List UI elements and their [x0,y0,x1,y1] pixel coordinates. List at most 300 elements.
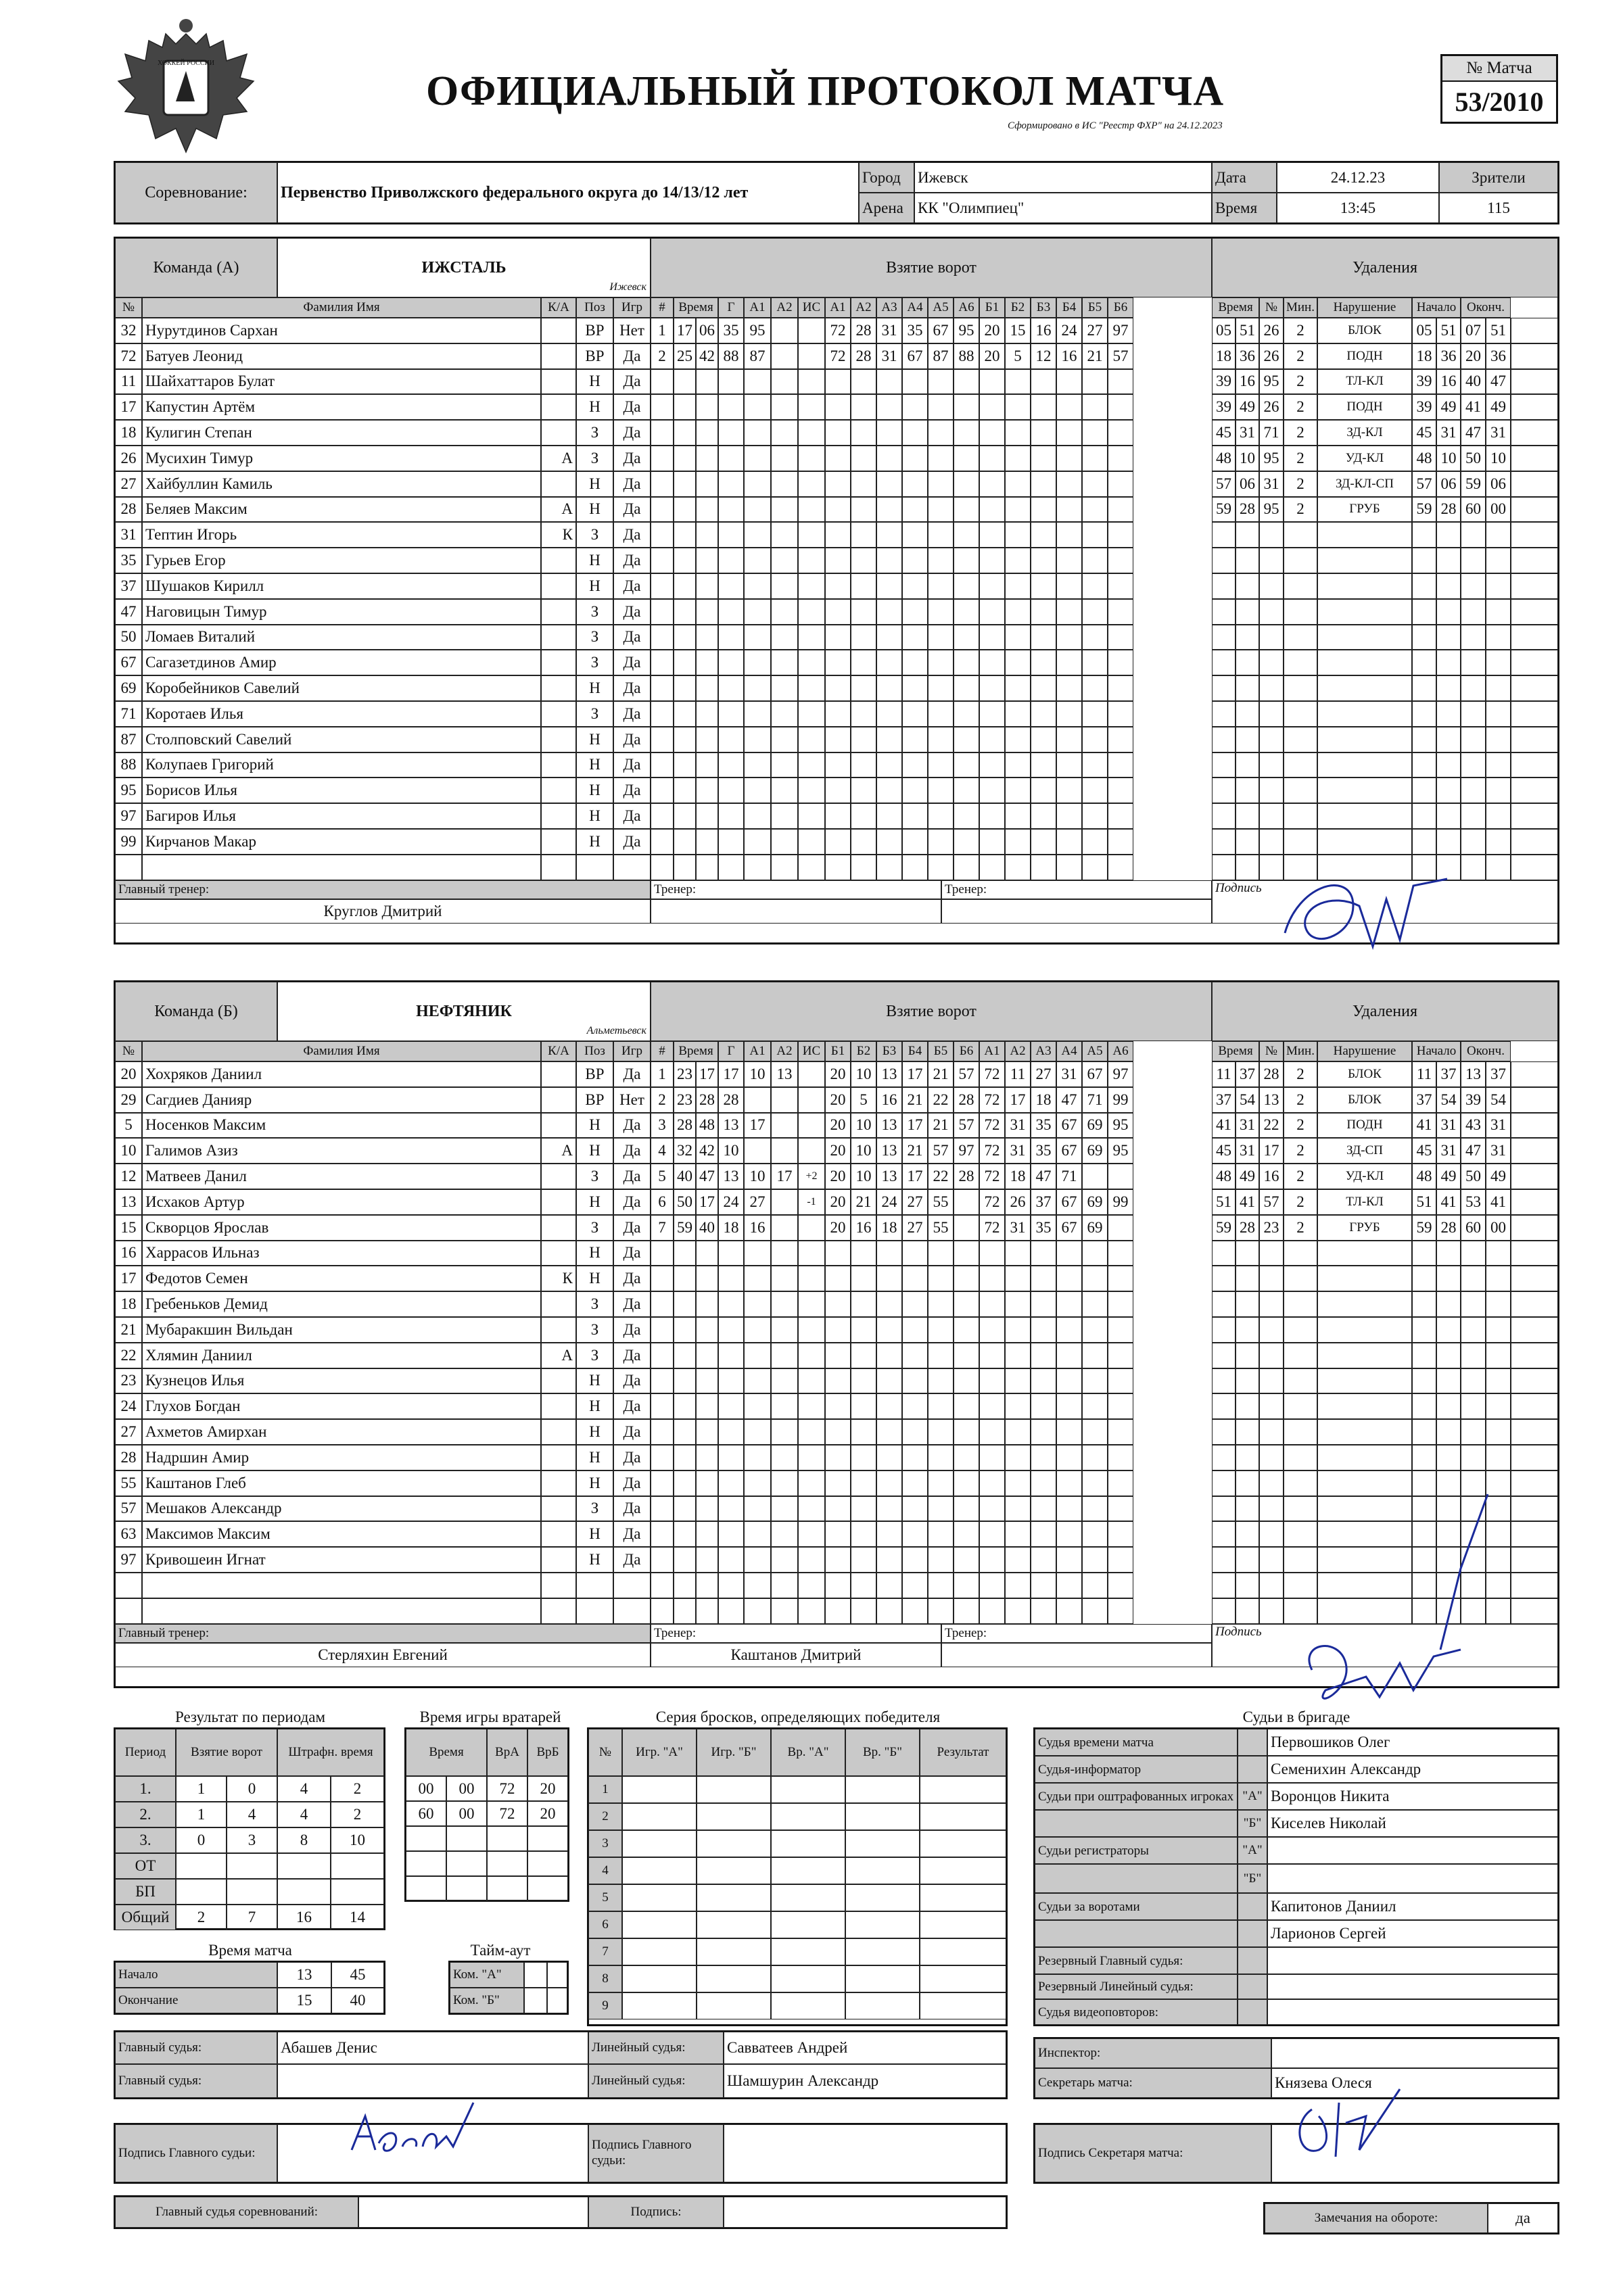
goal-cell [744,420,771,446]
goal-cell [825,1291,851,1317]
goal-cell [851,1547,876,1573]
goal-cell [928,1317,954,1343]
penalty-cell [1436,599,1461,625]
goal-cell [825,829,851,855]
column-header: Поз [576,1041,613,1061]
goal-cell [1082,829,1108,855]
goal-cell [1005,727,1031,752]
goal-cell [1108,727,1133,752]
goal-cell [798,1547,825,1573]
goal-cell: 10 [851,1138,876,1164]
goal-cell [851,446,876,471]
goal-cell [1031,778,1056,803]
goal-cell [979,701,1005,727]
player-cell [541,1317,576,1343]
player-name: Кулигин Степан [142,420,541,446]
player-cell: 18 [115,420,142,446]
penalty-cell: 50 [1461,1164,1486,1189]
goal-cell [876,855,902,880]
player-cell: 29 [115,1087,142,1113]
penalty-cell [1236,1470,1259,1496]
goal-cell [902,675,928,701]
goal-cell: 28 [851,343,876,369]
goal-cell [979,1470,1005,1496]
goal-cell [1005,548,1031,573]
goal-cell [651,497,674,523]
goal-cell [1056,1598,1082,1624]
penalty-cell: 00 [1486,1215,1511,1241]
player-name: Коротаев Илья [142,701,541,727]
goal-cell [718,1393,744,1419]
goal-cell [798,803,825,829]
goal-cell [979,1547,1005,1573]
goal-cell [1031,803,1056,829]
goal-cell [744,778,771,803]
player-cell [541,369,576,395]
goal-cell [771,829,798,855]
penalty-cell: ПОДН [1317,343,1412,369]
player-cell [115,1598,142,1624]
goal-cell [876,394,902,420]
penalty-cell: 10 [1436,446,1461,471]
goal-cell: 47 [1056,1087,1082,1113]
penalty-cell: 16 [1236,369,1259,395]
goal-cell [979,497,1005,523]
penalty-cell [1236,1598,1259,1624]
penalty-cell [1284,548,1317,573]
goal-cell [851,1266,876,1291]
goal-cell [744,394,771,420]
goal-cell [876,1521,902,1547]
goal-cell [979,1317,1005,1343]
penalty-cell [1259,1496,1284,1522]
goal-cell [928,1241,954,1266]
goal-cell [979,1266,1005,1291]
shootout-cell [697,1992,771,2019]
goal-cell [771,599,798,625]
column-header: ВрА [487,1729,527,1776]
player-cell: 71 [115,701,142,727]
penalty-cell: 2 [1284,446,1317,471]
goal-cell [1056,1317,1082,1343]
goal-cell [1082,1241,1108,1266]
column-header: А3 [1031,1041,1056,1061]
line-ref-label: Линейный судья: [588,2032,724,2064]
start-minute: 45 [331,1962,384,1988]
goal-cell [979,803,1005,829]
player-name: Багиров Илья [142,803,541,829]
player-cell: Да [613,1317,651,1343]
column-header: Начало [1412,297,1461,318]
column-header: Результат [920,1729,1006,1776]
page-subtitle: Сформировано в ИС "Реестр ФХР" на 24.12.2023 [1008,120,1223,131]
penalty-cell [1511,394,1558,420]
goal-cell [928,548,954,573]
goal-cell [876,675,902,701]
player-cell: Да [613,829,651,855]
penalty-cell [1259,778,1284,803]
player-cell: Н [576,1547,613,1573]
goal-cell [744,1393,771,1419]
goal-cell [825,625,851,650]
penalty-cell [1461,727,1486,752]
penalty-cell: 2 [1284,1113,1317,1139]
penalty-cell [1317,675,1412,701]
goal-cell [902,1343,928,1368]
goal-cell: 4 [651,1138,674,1164]
goal-cell [674,522,696,548]
column-header: Штрафн. время [277,1729,384,1776]
player-cell [541,701,576,727]
column-header: А2 [771,297,798,318]
period-cell [176,1853,227,1879]
penalty-cell [1212,1470,1236,1496]
column-header: А1 [979,1041,1005,1061]
team-label: Команда (Б) [115,982,277,1041]
goal-cell [825,650,851,675]
team-city: Альметьевск [586,1025,646,1036]
penalty-cell: 16 [1259,1164,1284,1189]
goal-cell [674,1419,696,1445]
period-cell: 2 [331,1776,384,1802]
goal-cell: 10 [851,1164,876,1189]
penalty-cell [1284,1393,1317,1419]
player-name: Гребеньков Демид [142,1291,541,1317]
goal-cell [718,625,744,650]
goal-cell [1056,803,1082,829]
goal-cell [1082,420,1108,446]
player-cell: 57 [115,1496,142,1522]
player-name: Кривошеин Игнат [142,1547,541,1573]
period-cell: 1 [176,1776,227,1802]
goal-cell [744,1266,771,1291]
goal-cell [954,1291,979,1317]
penalty-cell: 26 [1259,343,1284,369]
penalty-cell: 2 [1284,420,1317,446]
referee-side [1238,1729,1267,1756]
penalty-cell: 13 [1259,1087,1284,1113]
player-cell: 37 [115,573,142,599]
penalty-cell: 07 [1461,318,1486,343]
penalty-cell [1511,573,1558,599]
goal-cell [1108,650,1133,675]
goal-cell [876,522,902,548]
penalty-cell: 71 [1259,420,1284,446]
goal-cell [954,599,979,625]
period-cell: 2 [176,1905,227,1930]
goal-cell: 48 [696,1113,718,1139]
goal-cell [798,522,825,548]
goal-cell [1005,650,1031,675]
goal-cell [979,599,1005,625]
column-header: К/А [541,1041,576,1061]
player-name: Шушаков Кирилл [142,573,541,599]
player-cell: 32 [115,318,142,343]
penalty-cell [1436,573,1461,599]
match-time-title: Время матча [208,1942,292,1959]
goal-cell: 47 [1031,1164,1056,1189]
goal-cell [928,369,954,395]
penalty-cell [1412,1419,1436,1445]
team-label: Команда (А) [115,238,277,297]
goal-cell: 28 [954,1087,979,1113]
penalty-cell [1461,752,1486,778]
goal-cell [1108,1445,1133,1470]
shootout-cell: 1 [588,1776,622,1803]
penalty-cell [1284,752,1317,778]
goal-cell: 1 [651,318,674,343]
player-cell: 12 [115,1164,142,1189]
penalty-cell: 28 [1236,497,1259,523]
goalie-cell: 00 [406,1776,446,1801]
goal-cell [718,1547,744,1573]
player-cell: 31 [115,522,142,548]
goal-cell [1005,778,1031,803]
penalty-cell: 36 [1436,343,1461,369]
goal-cell [1031,394,1056,420]
penalty-cell: 06 [1486,471,1511,497]
penalty-cell [1511,625,1558,650]
column-header: Игр [613,1041,651,1061]
player-cell: Да [613,1215,651,1241]
penalty-cell [1511,1547,1558,1573]
goal-cell [979,727,1005,752]
goal-cell [979,471,1005,497]
goal-cell [1031,420,1056,446]
goal-cell [1082,675,1108,701]
goal-cell [979,1343,1005,1368]
player-cell: Н [576,369,613,395]
column-header: Период [115,1729,176,1776]
penalty-cell [1212,701,1236,727]
player-cell: З [576,1496,613,1522]
penalty-cell [1412,829,1436,855]
player-cell: Да [613,599,651,625]
goal-cell: 16 [851,1215,876,1241]
player-cell: 47 [115,599,142,625]
goalie-cell [406,1851,446,1876]
goal-cell [851,548,876,573]
shootout-cell [771,1884,845,1911]
penalty-cell [1511,497,1558,523]
penalty-cell: 39 [1212,394,1236,420]
date: 24.12.23 [1277,162,1439,193]
trainer-name [941,899,1212,924]
penalty-cell [1511,318,1558,343]
shootout-title: Серия бросков, определяющих победителя [655,1708,941,1725]
shootout-cell [697,1830,771,1857]
goal-cell [902,573,928,599]
goal-cell [771,778,798,803]
goal-cell [674,394,696,420]
player-cell [541,650,576,675]
column-header: А6 [1108,1041,1133,1061]
goal-cell [1082,1164,1108,1189]
goal-cell [979,1445,1005,1470]
penalty-cell [1511,1393,1558,1419]
period-cell: 7 [227,1905,277,1930]
goal-cell [876,1598,902,1624]
penalty-cell [1436,522,1461,548]
player-cell: Н [576,1113,613,1139]
goal-cell [954,1547,979,1573]
goal-cell [1108,497,1133,523]
player-cell [541,599,576,625]
goal-cell: 31 [876,343,902,369]
penalty-cell: 41 [1412,1113,1436,1139]
goal-cell: 35 [718,318,744,343]
trainer-name [941,1643,1212,1667]
goal-cell [1031,1521,1056,1547]
column-header: № [115,297,142,318]
player-name: Галимов Азиз [142,1138,541,1164]
goal-cell: 72 [979,1061,1005,1087]
goalie-cell [487,1851,527,1876]
goal-cell [771,1419,798,1445]
goal-cell [798,599,825,625]
player-cell: 5 [115,1113,142,1139]
goal-cell [651,625,674,650]
goal-cell [1108,1419,1133,1445]
goal-cell [902,650,928,675]
goal-cell: 21 [902,1138,928,1164]
goal-cell [771,1215,798,1241]
penalty-cell [1412,1266,1436,1291]
goal-cell [798,1521,825,1547]
penalty-cell [1486,573,1511,599]
referee-role: Судья времени матча [1035,1729,1238,1756]
player-cell: Н [576,1445,613,1470]
goal-cell: 17 [902,1113,928,1139]
goal-cell [1056,752,1082,778]
player-cell: Н [576,1138,613,1164]
timeout-b-label: Ком. "Б" [450,1988,524,2013]
referee-role: Судья-информатор [1035,1756,1238,1783]
penalty-cell [1511,1061,1558,1087]
goal-cell: 97 [1108,1061,1133,1087]
player-cell: Да [613,446,651,471]
goal-cell [1082,1343,1108,1368]
period-cell [227,1853,277,1879]
team-name: ИЖСТАЛЬ [277,238,651,297]
signature-label: Подпись [1212,1624,1558,1667]
column-header: Время [674,1041,718,1061]
goal-cell [1108,1470,1133,1496]
penalty-cell [1236,1445,1259,1470]
goal-cell [825,1343,851,1368]
goal-cell [651,1343,674,1368]
goal-cell: 28 [674,1113,696,1139]
penalty-cell [1461,803,1486,829]
goal-cell [1005,1521,1031,1547]
goal-cell [928,394,954,420]
goal-cell [696,522,718,548]
goal-cell: 17 [1005,1087,1031,1113]
penalty-cell: 2 [1284,497,1317,523]
goal-cell [696,1521,718,1547]
goal-cell [651,1419,674,1445]
shootout-cell [920,1965,1006,1992]
player-cell [541,1419,576,1445]
player-cell: Н [576,1393,613,1419]
main-ref-name: Абашев Денис [277,2032,588,2064]
goal-cell [825,573,851,599]
goal-cell [1108,420,1133,446]
goal-cell [954,1215,979,1241]
goal-cell [651,1521,674,1547]
goal-cell: 69 [1082,1113,1108,1139]
player-name: Хохряков Даниил [142,1061,541,1087]
goal-cell [718,1317,744,1343]
goal-cell [954,1496,979,1522]
coach-label: Главный тренер: [115,1624,651,1643]
goal-cell [744,1496,771,1522]
goal-cell [798,727,825,752]
goal-cell [718,1573,744,1598]
goal-cell: 31 [1056,1061,1082,1087]
penalty-cell: ЗД-КЛ [1317,420,1412,446]
goal-cell [798,1291,825,1317]
shootout-cell: 3 [588,1830,622,1857]
goal-cell [696,420,718,446]
player-name: Мусихин Тимур [142,446,541,471]
penalty-cell [1461,548,1486,573]
goal-cell [1031,548,1056,573]
player-cell: А [541,446,576,471]
goal-cell: 27 [902,1189,928,1215]
goal-cell [825,1241,851,1266]
penalty-cell: 45 [1412,1138,1436,1164]
period-label: БП [115,1879,176,1905]
goal-cell [1005,1547,1031,1573]
goal-cell [674,1445,696,1470]
goal-cell [928,420,954,446]
penalty-cell [1212,778,1236,803]
penalty-cell [1412,675,1436,701]
goal-cell [696,1241,718,1266]
period-cell: 2 [331,1802,384,1827]
goal-cell [1031,1317,1056,1343]
player-cell [541,420,576,446]
goal-cell [825,1368,851,1394]
player-name: Хайбуллин Камиль [142,471,541,497]
goal-cell: 55 [928,1215,954,1241]
goal-cell [876,701,902,727]
player-name: Сагазетдинов Амир [142,650,541,675]
goal-cell: 22 [928,1164,954,1189]
player-cell: Да [613,650,651,675]
goal-cell [902,778,928,803]
goal-cell [718,522,744,548]
penalty-cell [1212,1343,1236,1368]
player-cell: Да [613,752,651,778]
goal-cell [876,1470,902,1496]
player-cell: 72 [115,343,142,369]
goal-cell [1108,1343,1133,1368]
goal-cell [798,497,825,523]
penalty-cell: 39 [1461,1087,1486,1113]
goal-cell: 10 [744,1061,771,1087]
penalty-cell [1412,1393,1436,1419]
goal-cell [902,625,928,650]
goal-cell [851,1343,876,1368]
goal-cell [825,1547,851,1573]
goal-cell [651,1598,674,1624]
goal-cell [1005,599,1031,625]
goal-cell: 35 [1031,1113,1056,1139]
penalty-cell [1412,803,1436,829]
column-header: ВрБ [527,1729,568,1776]
